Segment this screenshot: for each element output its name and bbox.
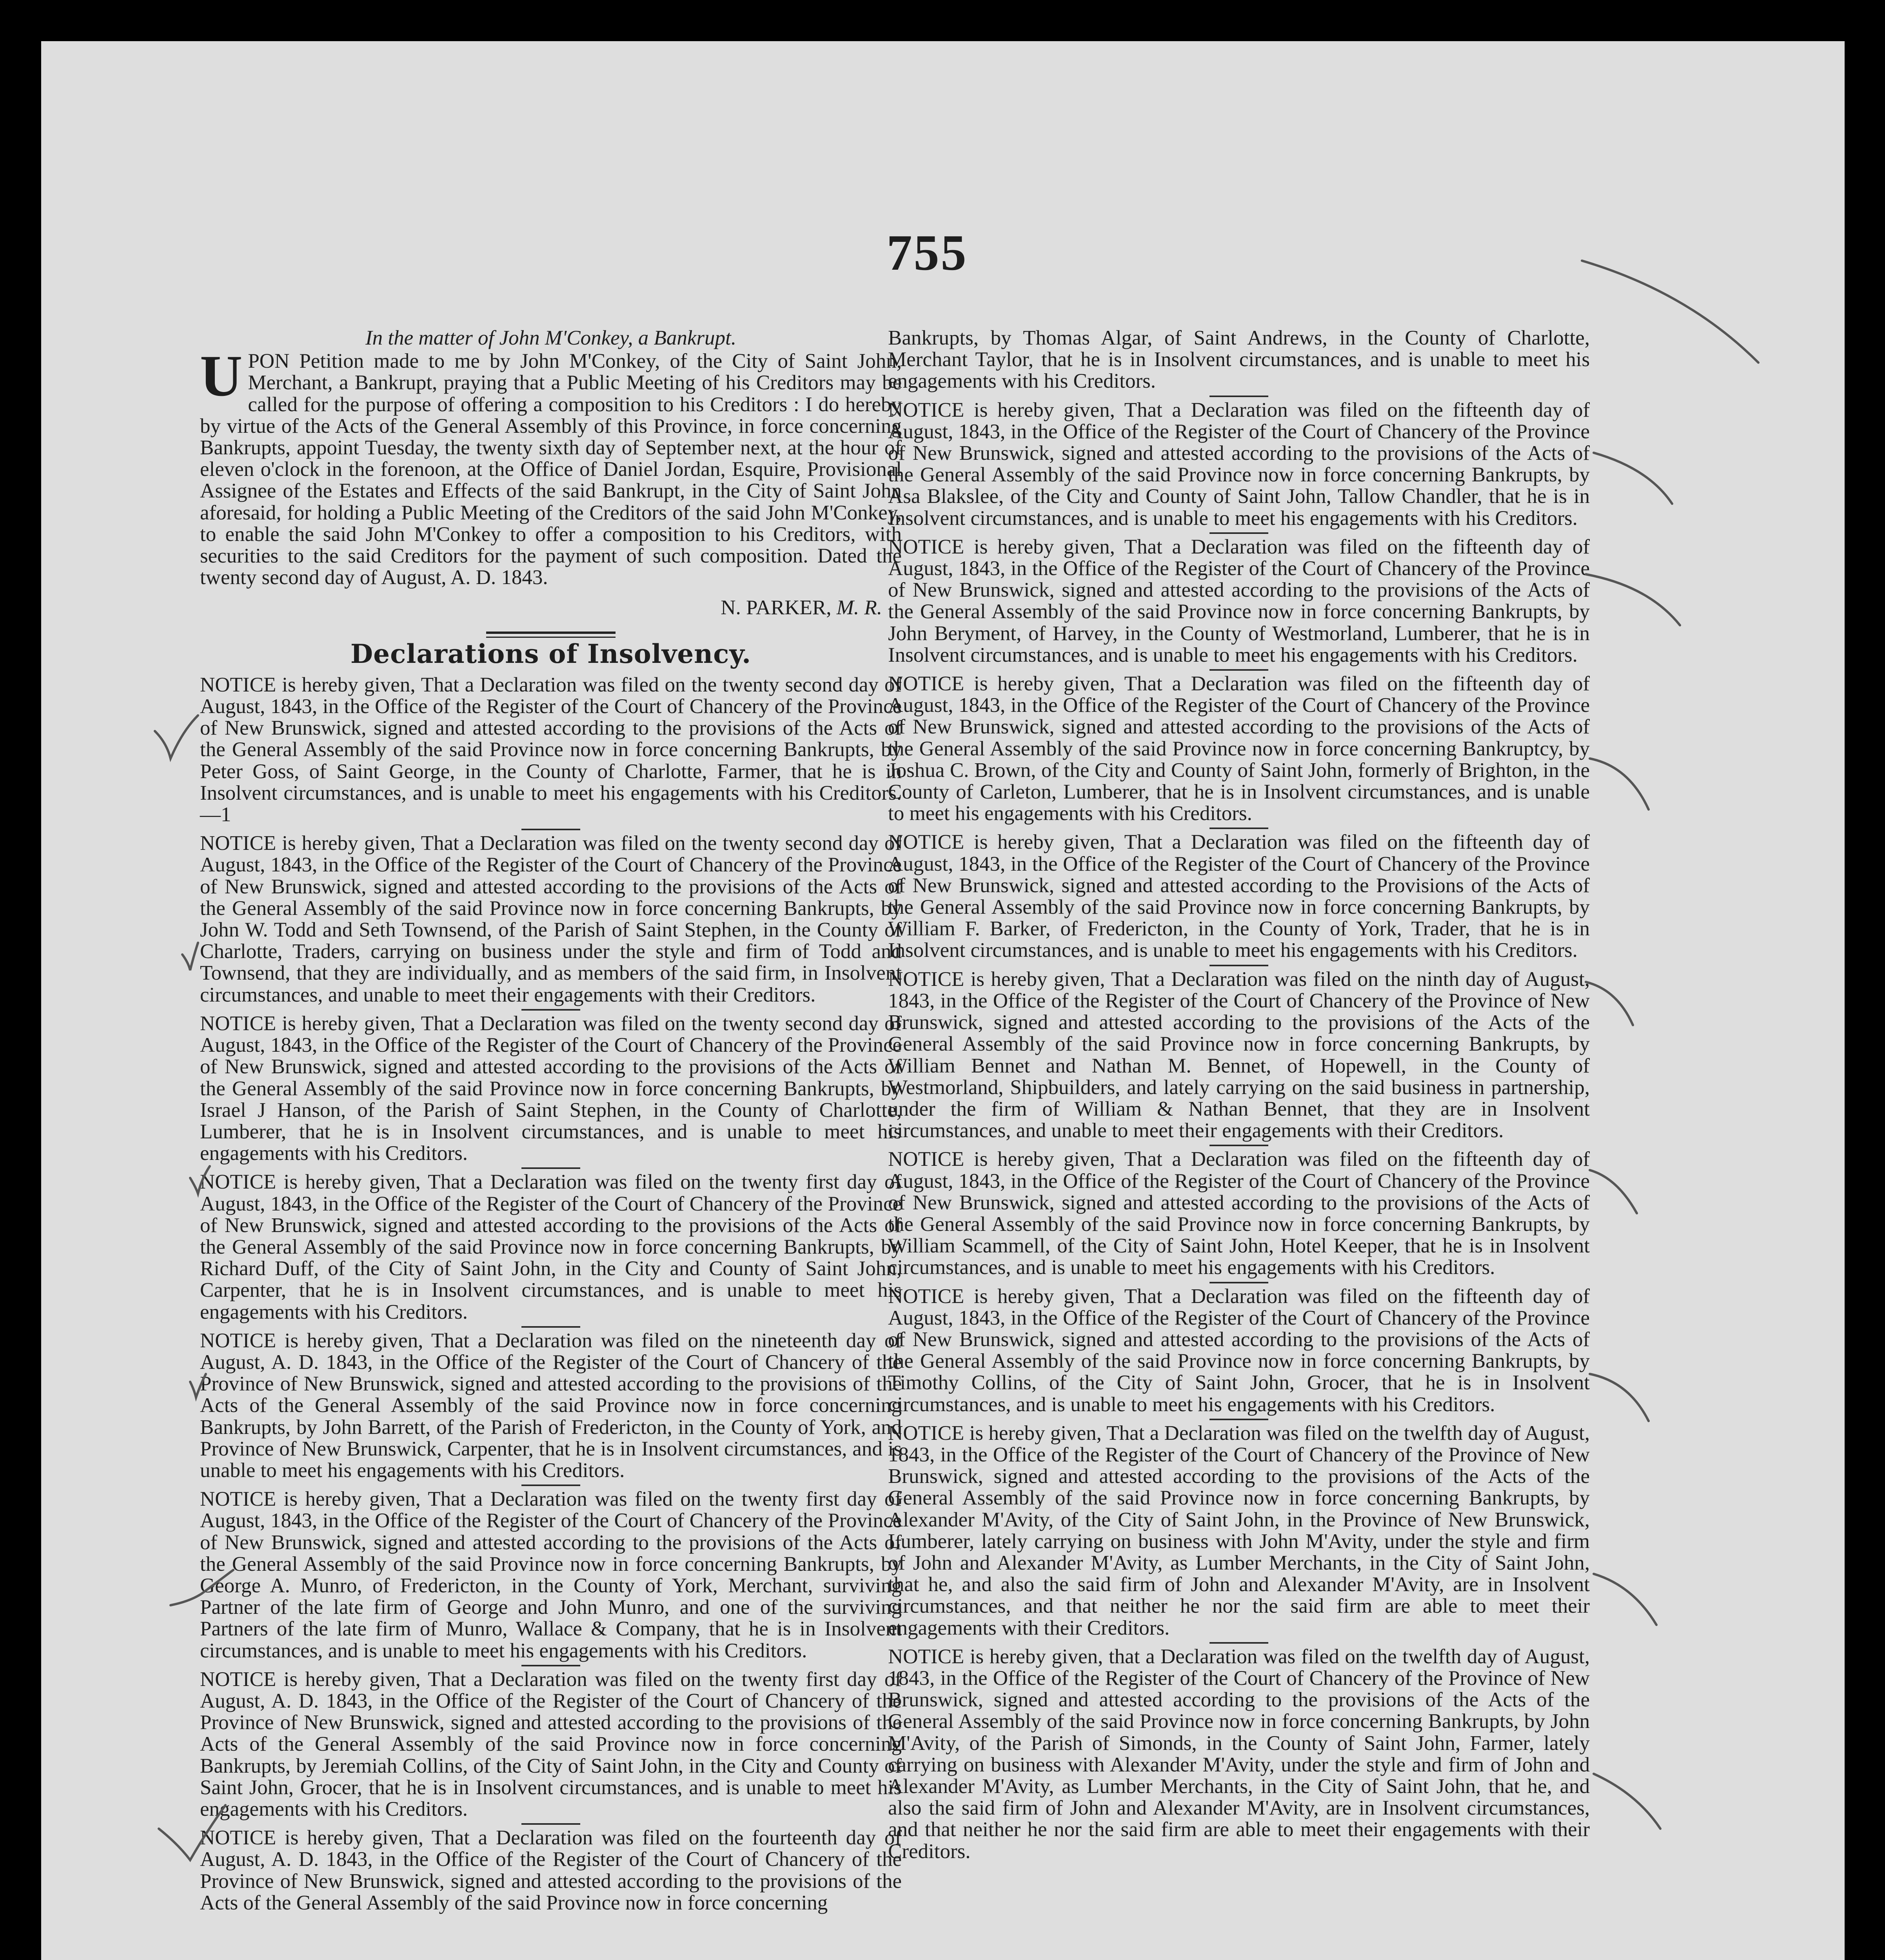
margin-curve-icon: [1594, 1574, 1656, 1625]
notice: NOTICE is hereby given, That a Declaration was filed on the fifteenth day of August, 1843, in the Office of the Register of the Court of Chancery of the Province of New Brunswick, signed and attested according to the provisions of the Acts of the General Assembly of the said Province now in force concerning Bankruptcy, by Joshua C. Brown, of the City and County of Saint John, formerly of Brighton, in the County of Carleton, Lumberer, that he is in Insolvent circumstances, and is unable to meet his engagements with his Creditors.: [888, 672, 1590, 825]
divider: [1209, 396, 1268, 397]
right-column: [888, 327, 1590, 1862]
divider: [521, 1665, 580, 1666]
notice: NOTICE is hereby given, That a Declaration was filed on the twelfth day of August, 1843, in the Office of the Register of the Court of Chancery of the Province of New Brunswick, signed and attested according to the provisions of the Acts of the General Assembly of the said Province now in force concerning Bankrupts, by Alexander M'Avity, of the City of Saint John, in the Province of New Brunswick, Lumberer, lately carrying on business with John M'Avity, under the style and firm of John and Alexander M'Avity, as Lumber Merchants, in the City of Saint John, that he, and also the said firm of John and Alexander M'Avity, are in Insolvent circumstances, and that neither he nor the said firm are able to meet their engagements with their Creditors.: [888, 1421, 1590, 1639]
petition-text: [200, 343, 902, 589]
divider: [1209, 1145, 1268, 1146]
notice: NOTICE is hereby given, That a Declaration was filed on the fifteenth day of August, 1843, in the Office of the Register of the Court of Chancery of the Province of New Brunswick, signed and attested according to the provisions of the Acts of the General Assembly of the said Province now in force concerning Bankrupts, by John Beryment, of Harvey, in the County of Westmorland, Lumberer, that he is in Insolvent circumstances, and is unable to meet his engagements with his Creditors.: [888, 535, 1590, 666]
notice: NOTICE is hereby given, That a Declaration was filed on the ninth day of August, 1843, in the Office of the Register of the Court of Chancery of the Province of New Brunswick, signed and attested according to the provisions of the Acts of the General Assembly of the said Province now in force concerning Bankrupts, by William Bennet and Nathan M. Bennet, of Hopewell, in the County of Westmorland, Shipbuilders, and lately carrying on the said business in partnership, under the firm of William & Nathan Bennet, that they are in Insolvent circumstances, and unable to meet their engagements with their Creditors.: [888, 967, 1590, 1142]
margin-curve-icon: [1590, 1170, 1637, 1213]
notice-continuation: Bankrupts, by Thomas Algar, of Saint Andrews, in the County of Charlotte, Merchant Taylor, that he is in Insolvent circumstances, and is unable to meet his engagements with his Creditors.: [888, 327, 1590, 393]
notice: NOTICE is hereby given, That a Declaration was filed on the twenty first day of August, 1843, in the Office of the Register of the Court of Chancery of the Province of New Brunswick, signed and attested according to the provisions of the Acts of the General Assembly of the said Province now in force concerning Bankrupts, by George A. Munro, of Fredericton, in the County of York, Merchant, surviving Partner of the late firm of George and John Munro, and one of the surviving Partners of the late firm of Munro, Wallace & Company, that he is in Insolvent circumstances, and is unable to meet his engagements with his Creditors.: [200, 1488, 902, 1662]
divider: [1209, 1282, 1268, 1283]
notice: NOTICE is hereby given, that a Declaration was filed on the twelfth day of August, 1843, in the Office of the Register of the Court of Chancery of the Province of New Brunswick, signed and attested according to the provisions of the Acts of the General Assembly of the said Province now in force concerning Bankrupts, by John M'Avity, of the Parish of Simonds, in the County of Saint John, Farmer, lately carrying on business with Alexander M'Avity, under the style and firm of John and Alexander M'Avity, as Lumber Merchants, in the City of Saint John, that he, and also the said firm of John and Alexander M'Avity, are in Insolvent circumstances, and that neither he nor the said firm are able to meet their engagements with their Creditors.: [888, 1645, 1590, 1863]
margin-curve-icon: [1590, 759, 1649, 809]
notice: NOTICE is hereby given, That a Declaration was filed on the fifteenth day of August, 1843, in the Office of the Register of the Court of Chancery of the Province of New Brunswick, signed and attested according to the provisions of the Acts of the General Assembly of the said Province now in force concerning Bankrupts, by Asa Blakslee, of the City and County of Saint John, Tallow Chandler, that he is in Insolvent circumstances, and is unable to meet his engagements with his Creditors.: [888, 398, 1590, 530]
left-column: [200, 327, 902, 1915]
margin-curve-icon: [1586, 574, 1680, 625]
notice: NOTICE is hereby given, That a Declaration was filed on the fifteenth day of August, 1843, in the Office of the Register of the Court of Chancery of the Province of New Brunswick, signed and attested according to the provisions of the Acts of the General Assembly of the said Province now in force concerning Bankrupts, by William Scammell, of the City of Saint John, Hotel Keeper, that he is in Insolvent circumstances, and is unable to meet his engagements with his Creditors.: [888, 1148, 1590, 1279]
signature: [200, 597, 882, 619]
margin-curve-icon: [1594, 453, 1672, 504]
divider: [1209, 828, 1268, 829]
divider: [521, 1326, 580, 1328]
notice: NOTICE is hereby given, That a Declaration was filed on the twenty second day of August, 1843, in the Office of the Register of the Court of Chancery of the Province of New Brunswick, signed and attested according to the provisions of the Acts of the General Assembly of the said Province now in force concerning Bankrupts, by John W. Todd and Seth Townsend, of the Parish of Saint Stephen, in the County of Charlotte, Traders, carrying on business under the style and firm of Todd and Townsend, that they are individually, and as members of the said firm, in Insolvent circumstances, and unable to meet their engagements with their Creditors.: [200, 832, 902, 1006]
document-page: [41, 41, 1845, 1960]
divider: [1209, 1642, 1268, 1644]
notice: NOTICE is hereby given, That a Declaration was filed on the twenty second day of August, 1843, in the Office of the Register of the Court of Chancery of the Province of New Brunswick, signed and attested according to the provisions of the Acts of the General Assembly of the said Province now in force concerning Bankrupts, by Israel J Hanson, of the Parish of Saint Stephen, in the County of Charlotte, Lumberer, that he is in Insolvent circumstances, and is unable to meet his engagements with his Creditors.: [200, 1012, 902, 1165]
notice: NOTICE is hereby given, That a Declaration was filed on the nineteenth day of August, A. D. 1843, in the Office of the Register of the Court of Chancery of the Province of New Brunswick, signed and attested according to the provisions of the Acts of the General Assembly of the said Province now in force concerning Bankrupts, by John Barrett, of the Parish of Fredericton, in the County of York, and Province of New Brunswick, Carpenter, that he is in Insolvent circumstances, and is unable to meet his engagements with his Creditors.: [200, 1329, 902, 1482]
margin-curve-icon: [1594, 1774, 1660, 1829]
divider: [1209, 1419, 1268, 1420]
petition-body: PON Petition made to me by John M'Conkey, of the City of Saint John, Merchant, a Bankrupt, praying that a Public Meeting of his Creditors may be called for the purpose of offering a composition to his Creditors : I do hereby by virtue of the Acts of the General Assembly of this Province, in force concerning Bankrupts, appoint Tuesday, the twenty sixth day of September next, at the hour of eleven o'clock in the forenoon, at the Office of Daniel Jordan, Esquire, Provisional Assignee of the Estates and Effects of the said Bankrupt, in the City of Saint John aforesaid, for holding a Public Meeting of the Creditors of the said John M'Conkey, to enable the said John M'Conkey to offer a composition to his Creditors, with securities to the said Creditors for the payment of such composition. Dated the twenty second day of August, A. D. 1843.: [200, 350, 902, 589]
margin-curve-icon: [1590, 1374, 1649, 1421]
signature-title: M. R.: [836, 596, 882, 619]
notice: NOTICE is hereby given, That a Declaration was filed on the twenty second day of August, 1843, in the Office of the Register of the Court of Chancery of the Province of New Brunswick, signed and attested according to the provisions of the Acts of the General Assembly of the said Province now in force concerning Bankrupts, by Peter Goss, of Saint George, in the County of Charlotte, Farmer, that he is in Insolvent circumstances, and is unable to meet his engagements with his Creditors.—1: [200, 673, 902, 826]
divider: [521, 1009, 580, 1011]
notice: NOTICE is hereby given, That a Declaration was filed on the twenty first day of August, A. D. 1843, in the Office of the Register of the Court of Chancery of the Province of New Brunswick, signed and attested according to the provisions of the Acts of the General Assembly of the said Province now in force concerning Bankrupts, by Jeremiah Collins, of the City of Saint John, in the City and County of Saint John, Grocer, that he is in Insolvent circumstances, and is unable to meet his engagements with his Creditors.: [200, 1668, 902, 1820]
divider: [521, 1167, 580, 1169]
divider: [521, 829, 580, 830]
notice: NOTICE is hereby given, That a Declaration was filed on the twenty first day of August, 1843, in the Office of the Register of the Court of Chancery of the Province of New Brunswick, signed and attested according to the provisions of the Acts of the General Assembly of the said Province now in force concerning Bankrupts, by Richard Duff, of the City of Saint John, in the City and County of Saint John, Carpenter, that he is in Insolvent circumstances, and is unable to meet his engagements with his Creditors.: [200, 1171, 902, 1323]
section-rule: [486, 632, 616, 638]
notice: NOTICE is hereby given, That a Declaration was filed on the fifteenth day of August, 1843, in the Office of the Register of the Court of Chancery of the Province of New Brunswick, signed and attested according to the Provisions of the Acts of the General Assembly of the said Province now in force concerning Bankrupts, by William F. Barker, of Fredericton, in the County of York, Trader, that he is in Insolvent circumstances, and is unable to meet his engagements with his Creditors.: [888, 831, 1590, 962]
notice: NOTICE is hereby given, That a Declaration was filed on the fourteenth day of August, A. D. 1843, in the Office of the Register of the Court of Chancery of the Province of New Brunswick, signed and attested according to the provisions of the Acts of the General Assembly of the said Province now in force concerning: [200, 1826, 902, 1914]
petition-caption: In the matter of John M'Conkey, a Bankrupt.: [365, 327, 736, 349]
section-heading: Declarations of Insolvency.: [350, 638, 752, 669]
left-notices: [200, 674, 902, 1914]
page-number: 755: [886, 225, 968, 281]
notice: NOTICE is hereby given, That a Declaration was filed on the fifteenth day of August, 1843, in the Office of the Register of the Court of Chancery of the Province of New Brunswick, signed and attested according to the provisions of the Acts of the General Assembly of the said Province now in force concerning Bankrupts, by Timothy Collins, of the City of Saint John, Grocer, that he is in Insolvent circumstances, and is unable to meet his engagements with his Creditors.: [888, 1285, 1590, 1416]
check-mark-icon: [182, 943, 198, 970]
divider: [1209, 669, 1268, 671]
margin-curve-icon: [1586, 982, 1633, 1025]
divider: [521, 1823, 580, 1825]
check-mark-icon: [155, 715, 198, 759]
divider: [1209, 532, 1268, 534]
margin-curve-icon: [1582, 261, 1758, 363]
signature-name: N. PARKER,: [721, 596, 832, 619]
drop-cap: U: [200, 343, 243, 409]
divider: [521, 1485, 580, 1486]
divider: [1209, 965, 1268, 966]
